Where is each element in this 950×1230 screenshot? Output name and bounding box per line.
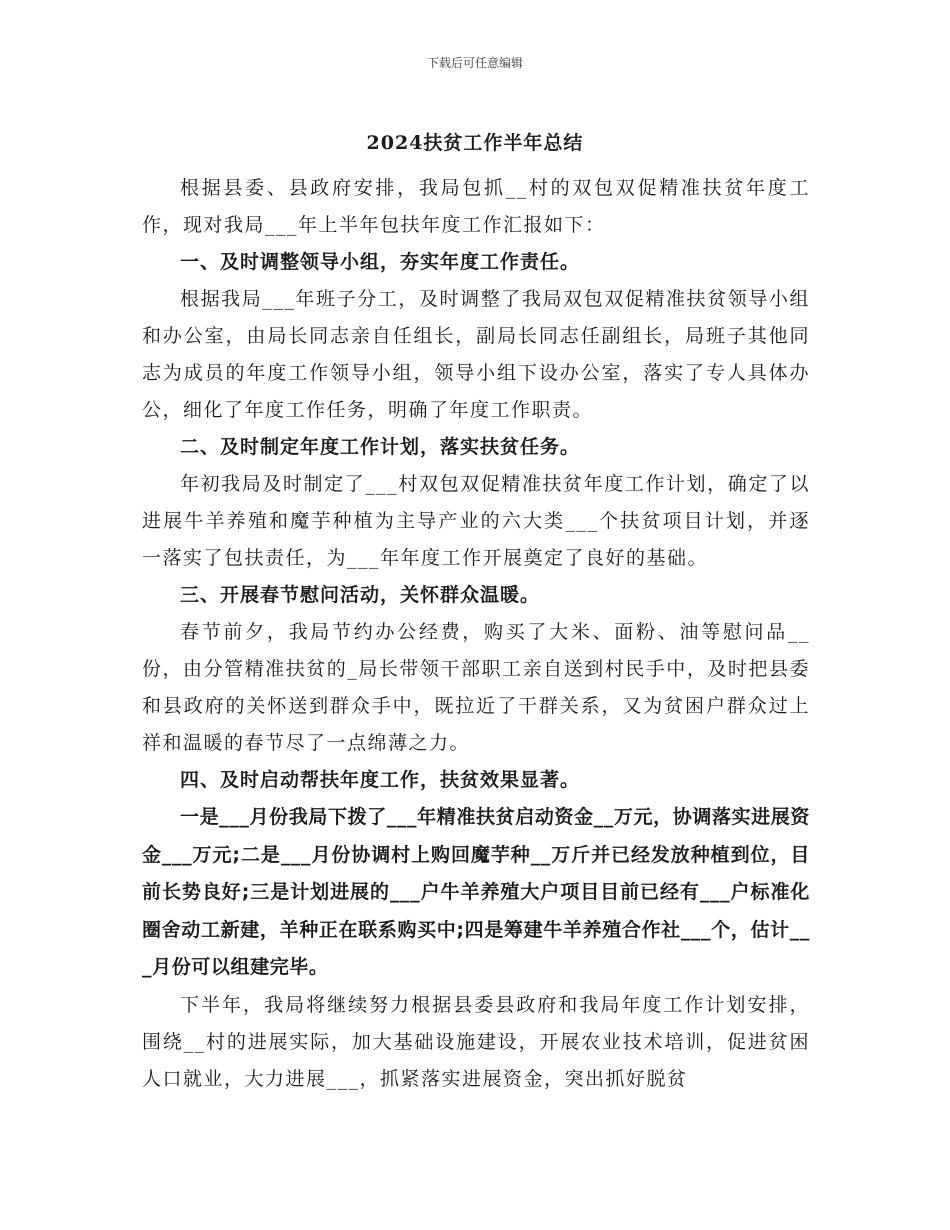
- paragraph-section-3: 春节前夕，我局节约办公经费，购买了大米、面粉、油等慰问品__份，由分管精准扶贫的_局长带领干部职工亲自送到村民手中，及时把县委和县政府的关怀送到群众手中，既拉近了干群关系，又为贫困户群众过上祥和温暖的春节尽了一点绵薄之力。: [142, 621, 810, 754]
- document-title: 2024扶贫工作半年总结: [366, 132, 584, 154]
- document-body: [142, 170, 810, 1098]
- section-heading-2: 二、及时制定年度工作计划，落实扶贫任务。: [180, 436, 581, 458]
- paragraph-section-4: 一是___月份我局下拨了___年精准扶贫启动资金__万元，协调落实进展资金___万元;二是___月份协调村上购回魔芋种__万斤并已经发放种植到位，目前长势良好;三是计划进展的___户牛羊养殖大户项目目前已经有___户标准化圈舍动工新建，羊种正在联系购买中;四是筹建牛羊养殖合作社___个，估计___月份可以组建完毕。: [142, 806, 810, 978]
- paragraph-section-1: 根据我局___年班子分工，及时调整了我局双包双促精准扶贫领导小组和办公室，由局长同志亲自任组长，副局长同志任副组长，局班子其他同志为成员的年度工作领导小组，领导小组下设办公室，落实了专人具体办公，细化了年度工作任务，明确了年度工作职责。: [142, 288, 810, 421]
- paragraph-second-half: 下半年，我局将继续努力根据县委县政府和我局年度工作计划安排，围绕__村的进展实际，加大基础设施建设，开展农业技术培训，促进贫困人口就业，大力进展___，抓紧落实进展资金，突出抓好脱贫: [142, 993, 810, 1090]
- section-heading-3: 三、开展春节慰问活动，关怀群众温暖。: [180, 584, 541, 606]
- paragraph-intro: 根据县委、县政府安排，我局包抓__村的双包双促精准扶贫年度工作，现对我局___年上半年包扶年度工作汇报如下：: [142, 177, 810, 236]
- section-heading-1: 一、及时调整领导小组，夯实年度工作责任。: [180, 251, 581, 273]
- section-heading-4: 四、及时启动帮扶年度工作，扶贫效果显著。: [180, 769, 581, 791]
- paragraph-section-2: 年初我局及时制定了___村双包双促精准扶贫年度工作计划，确定了以进展牛羊养殖和魔芋种植为主导产业的六大类___个扶贫项目计划，并逐一落实了包扶责任，为___年年度工作开展奠定了良好的基础。: [142, 473, 810, 569]
- page-header: 下载后可任意编辑: [426, 56, 523, 70]
